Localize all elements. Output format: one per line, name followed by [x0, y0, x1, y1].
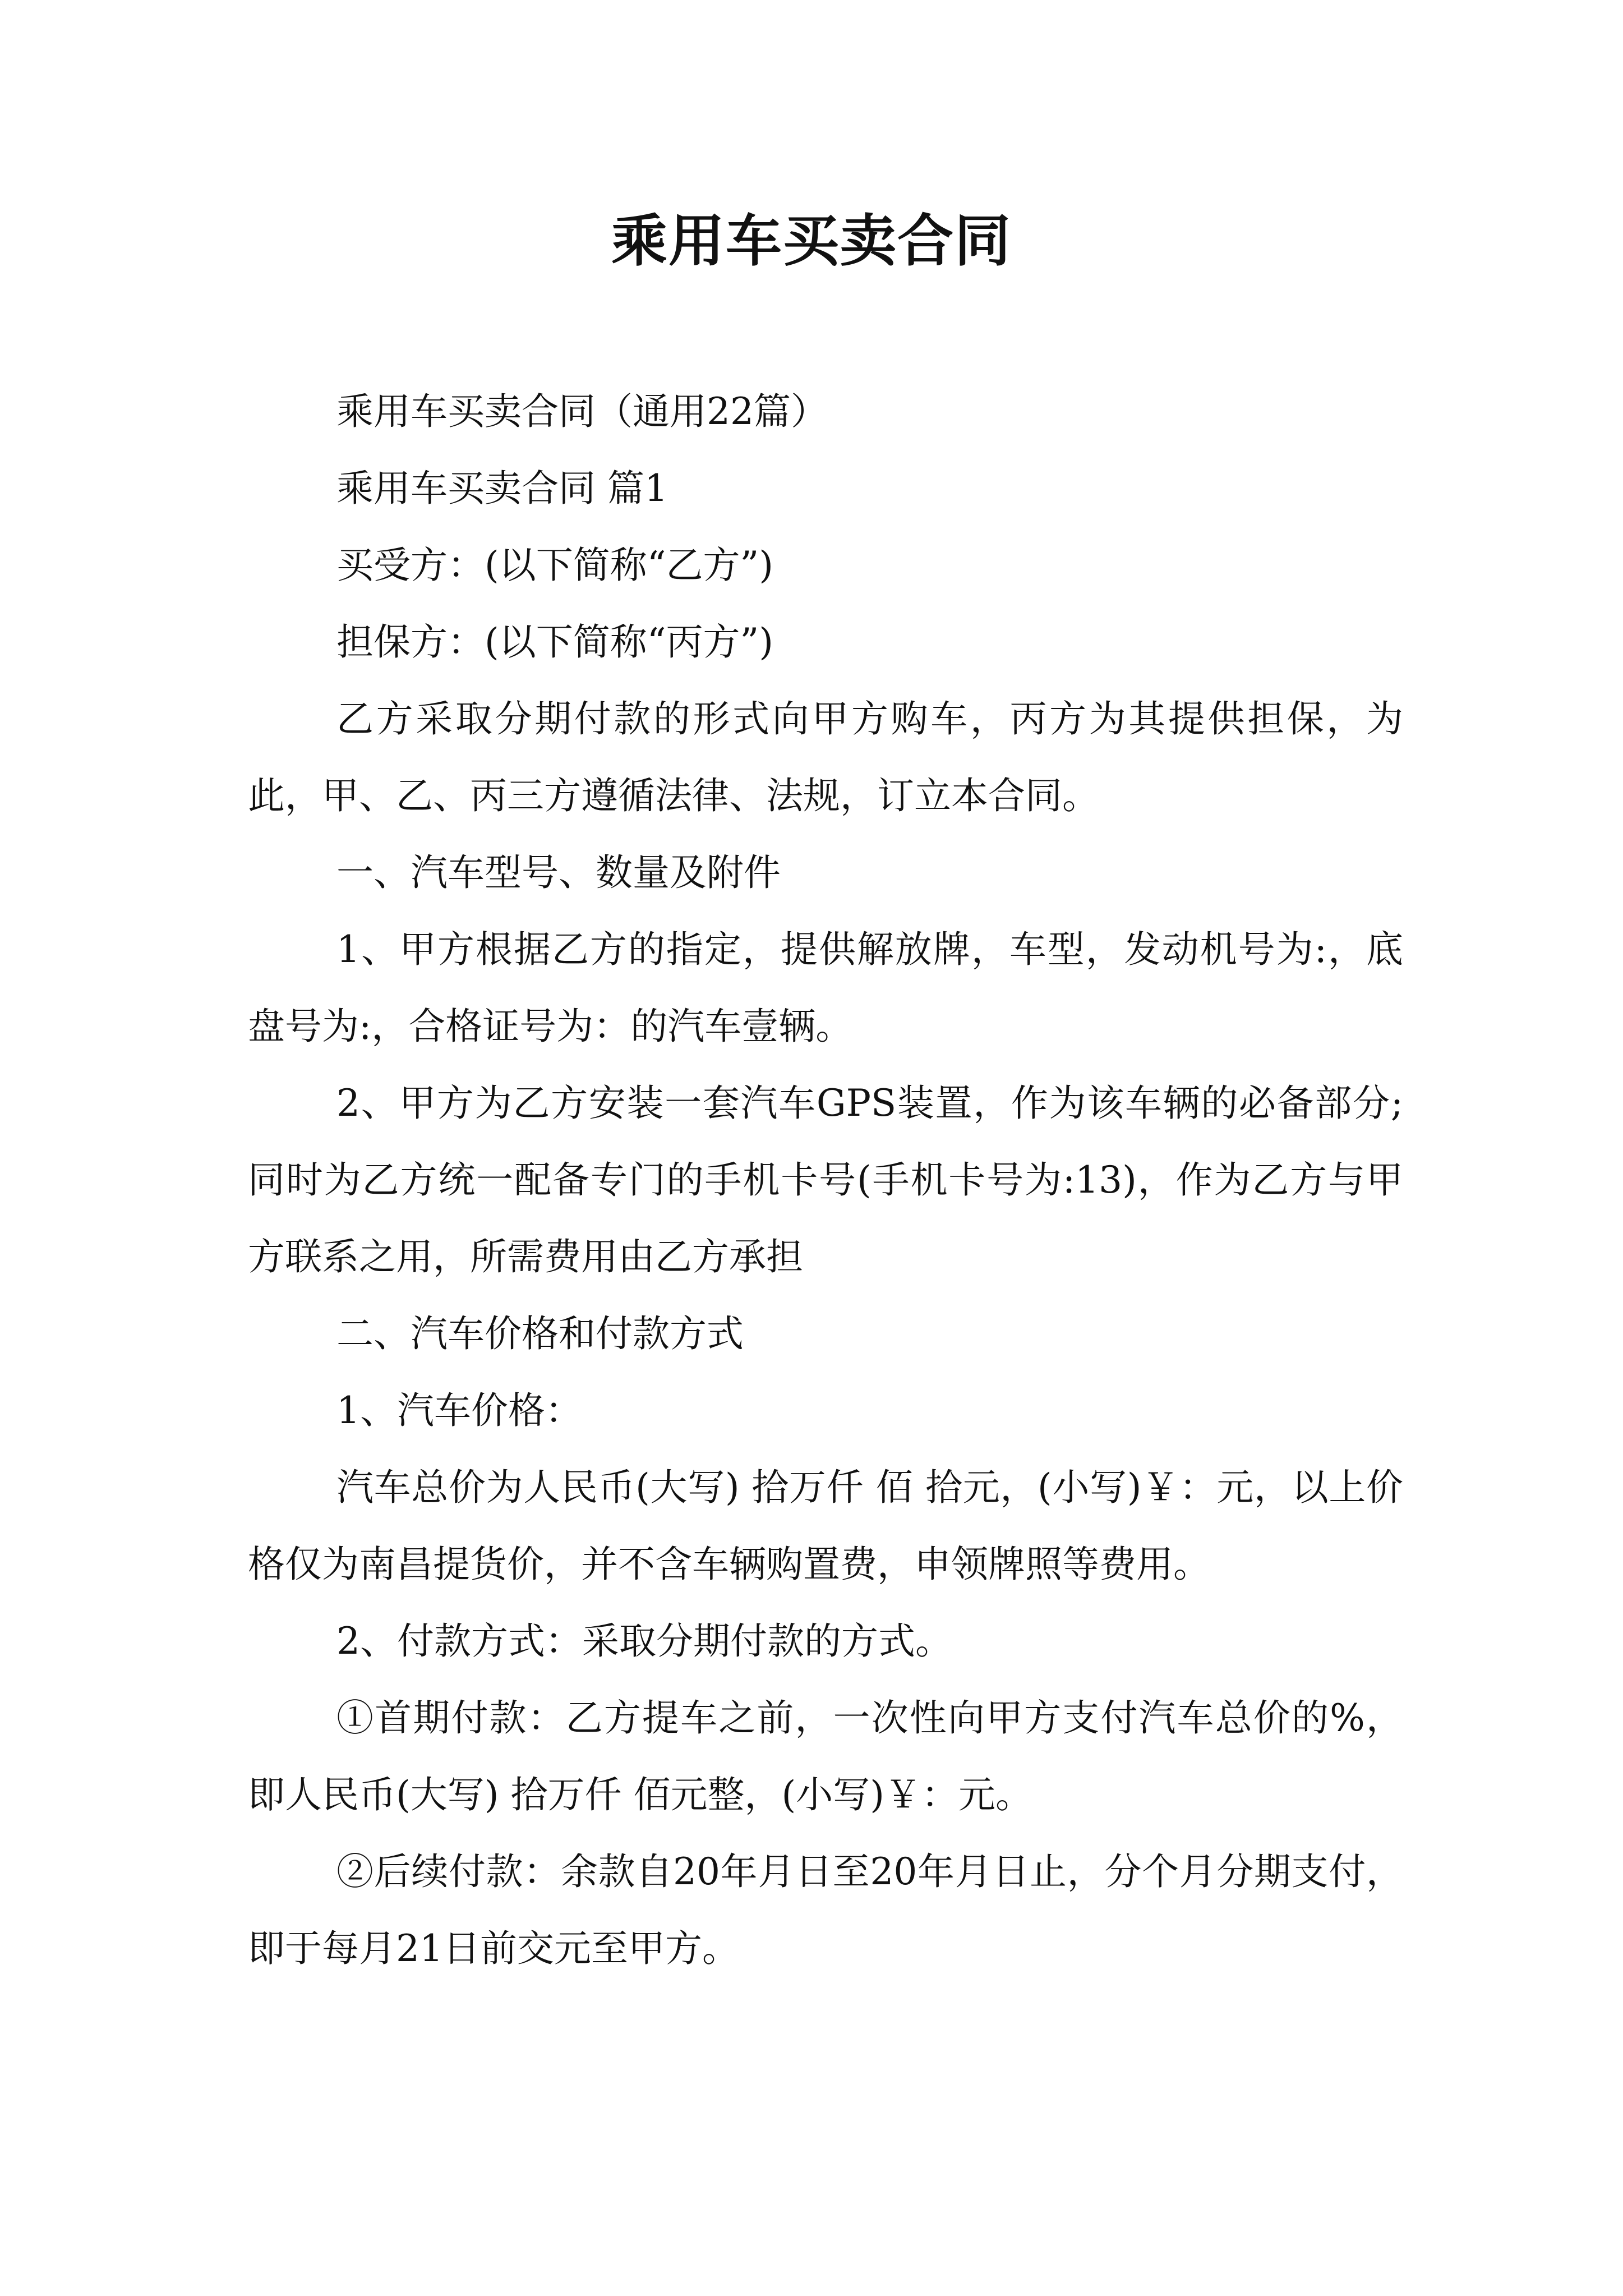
paragraph-installments: ②后续付款：余款自20年月日至20年月日止，分个月分期支付，即于每月21日前交元至甲方。: [248, 1850, 1403, 1970]
document-title: 乘用车买卖合同: [611, 208, 1012, 274]
paragraph-clause-2-1: 1、汽车价格：: [336, 1389, 582, 1432]
paragraph-clause-1-2: 2、甲方为乙方安装一套汽车GPS装置，作为该车辆的必备部分;同时为乙方统一配备专门的手机卡号(手机卡号为:13)，作为乙方与甲方联系之用，所需费用由乙方承担: [248, 1082, 1403, 1278]
paragraph-clause-1-1: 1、甲方根据乙方的指定，提供解放牌，车型，发动机号为:，底盘号为:，合格证号为：的汽车壹辆。: [248, 928, 1403, 1048]
paragraph-buyer: 买受方：(以下简称“乙方”): [336, 544, 773, 587]
paragraph-preamble: 乙方采取分期付款的形式向甲方购车，丙方为其提供担保，为此，甲、乙、丙三方遵循法律、法规，订立本合同。: [248, 697, 1403, 817]
section-heading-price: 二、汽车价格和付款方式: [336, 1312, 744, 1355]
document-body: [248, 373, 1403, 1987]
paragraph-total-price: 汽车总价为人民币(大写) 拾万仟 佰 拾元，(小写)￥：元，以上价格仅为南昌提货价，并不含车辆购置费，申领牌照等费用。: [248, 1466, 1403, 1586]
paragraph-article-heading: 乘用车买卖合同 篇1: [336, 467, 668, 510]
paragraph-subtitle: 乘用车买卖合同（通用22篇）: [336, 390, 828, 433]
paragraph-guarantor: 担保方：(以下简称“丙方”): [336, 620, 773, 664]
paragraph-clause-2-2: 2、付款方式：采取分期付款的方式。: [336, 1619, 952, 1663]
paragraph-down-payment: ①首期付款：乙方提车之前，一次性向甲方支付汽车总价的%，即人民币(大写) 拾万仟 佰元整，(小写)￥：元。: [248, 1696, 1403, 1816]
section-heading-model: 一、汽车型号、数量及附件: [336, 851, 781, 894]
